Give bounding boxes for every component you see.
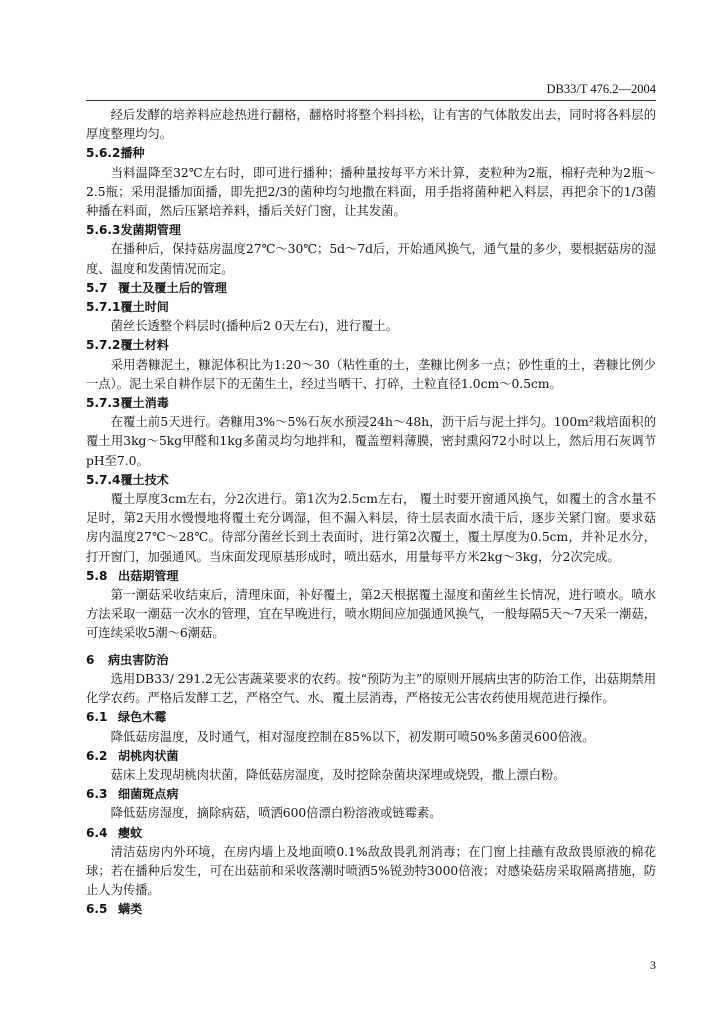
section-heading [86,471,656,490]
section-number: 5.8 [86,568,108,583]
section-number: 5.7.4 [86,472,121,487]
section-number: 5.7.2 [86,338,121,353]
section-number: 5.6.3 [86,223,121,238]
paragraph: 在覆土前5天进行。砻糠用3%～5%石灰水预浸24h～48h，沥干后与泥土拌匀。100m²栽培面积的覆土用3kg～5kg甲醛和1kg多菌灵均匀地拌和，覆盖塑料薄膜，密封熏闷72小时以上，然后用石灰调节pH至7.0。 [86,415,656,468]
paragraph: 当料温降至32℃左右时，即可进行播种；播种量按每平方米计算，麦粒种为2瓶，棉籽壳种为2瓶～2.5瓶；采用混播加面播，即先把2/3的菌种均匀地撒在料面，用手指将菌种耙入料层，再把余下的1/3菌种播在料面，然后压紧培养料，播后关好门窗，让其发菌。 [86,165,656,219]
section-heading [86,336,656,355]
section-number: 5.6.2 [86,146,121,161]
section-title: 螨类 [118,902,143,917]
section-title: 绿色木霉 [118,710,167,725]
paragraph: 降低菇房湿度，摘除病菇，喷洒600倍漂白粉溶液或链霉素。 [110,806,442,821]
paragraph: 在播种后，保持菇房温度27℃～30℃；5d～7d后，开始通风换气，通气量的多少，要根据菇房的湿度、温度和发菌情况而定。 [86,242,656,276]
section-title: 胡桃肉状菌 [118,748,179,763]
paragraph: 采用砻糠泥土，糠泥体积比为1:20～30（粘性重的土，垄糠比例多一点；砂性重的土，砻糠比例少一点）。泥土采自耕作层下的无菌生土，经过当晒干、打碎，土粒直径1.0cm～0.5cm。 [86,357,656,391]
paragraph: 第一潮菇采收结束后，清理床面，补好覆土，第2天根据覆土湿度和菌丝生长情况，进行喷水。喷水方法采取一潮菇一次水的管理，宜在早晚进行，喷水期间应加强通风换气，一般每隔5天～7天采一潮菇，可连续采收5潮～6潮菇。 [86,588,656,641]
section-title: 细菌斑点病 [118,787,179,802]
section-number: 6.1 [86,710,108,725]
section-heading [86,785,656,804]
section-heading [86,747,656,766]
section-title: 覆土及覆土后的管理 [118,280,227,295]
section-number: 6.4 [86,825,108,840]
paragraph: 选用DB33/ 291.2无公害蔬菜要求的农药。按“预防为主”的原则开展病虫害的防治工作，出菇期禁用化学农药。严格后发酵工艺，严格空气、水、覆土层消毒，严格按无公害农药使用规范进行操作。 [86,671,656,706]
section-title: 瘿蚊 [118,825,143,840]
section-heading [86,708,656,727]
section-title: 覆土消毒 [120,396,169,411]
section-heading [86,221,656,240]
section-heading [86,394,656,413]
section-heading [86,824,656,843]
document-body [86,106,656,920]
paragraph: 清洁菇房内外环境，在房内墙上及地面喷0.1%敌敌畏乳剂消毒；在门窗上挂蘸有敌敌畏原液的棉花球；若在播种后发生，可在出菇前和采收落潮时喷洒5%锐劲特3000倍液；对感染菇房采取隔离措施，防止人为传播。 [86,844,656,898]
section-title: 播种 [120,146,145,161]
section-heading [86,279,656,298]
section-number: 6.2 [86,748,108,763]
section-heading [86,298,656,317]
paragraph: 菇床上发现胡桃肉状菌，降低菇房湿度，及时挖除杂菌块深埋或烧毁，撒上漂白粉。 [110,767,566,782]
section-title: 发菌期管理 [120,223,181,238]
section-heading [86,144,656,163]
section-number: 5.7 [86,280,108,295]
paragraph: 经后发酵的培养料应趁热进行翻格，翻格时将整个料抖松，让有害的气体散发出去，同时将各料层的厚度整理均匀。 [86,108,656,142]
section-number: 6.3 [86,787,108,802]
paragraph: 菌丝长透整个料层时(播种后2 0天左右)，进行覆土。 [110,319,398,334]
paragraph: 降低菇房温度，及时通气，相对湿度控制在85%以下，初发期可喷50%多菌灵600倍液。 [110,729,595,744]
section-number: 6.5 [86,902,108,917]
section-title: 覆土材料 [120,338,169,353]
standard-code: DB33/T 476.2—2004 [546,82,656,96]
section-title: 覆土时间 [120,300,169,315]
section-number: 5.7.3 [86,396,121,411]
page-number: 3 [650,958,656,972]
section-heading [86,567,656,586]
header-rule [86,100,656,101]
section-title: 出菇期管理 [118,568,179,583]
section-heading [86,651,656,670]
section-number: 6 [86,652,95,667]
paragraph: 覆土厚度3cm左右，分2次进行。第1次为2.5cm左右， 覆土时要开窗通风换气，如覆土的含水量不足时，第2天用水慢慢地将覆土充分调湿，但不漏入料层，待土层表面水渍干后，逐步关紧门窗。要求菇房内温度27℃～28℃。待部分菌丝长到土表面时，进行第2次覆土，覆土厚度为0.5cm，并补足水分，打开窗门，加强通风。当床面发现原基形成时，喷出菇水，用量每平方米2kg～3kg，分2次完成。 [86,492,656,564]
section-number: 5.7.1 [86,300,121,315]
section-title: 覆土技术 [120,472,169,487]
section-heading [86,900,656,919]
section-title: 病虫害防治 [108,652,169,667]
